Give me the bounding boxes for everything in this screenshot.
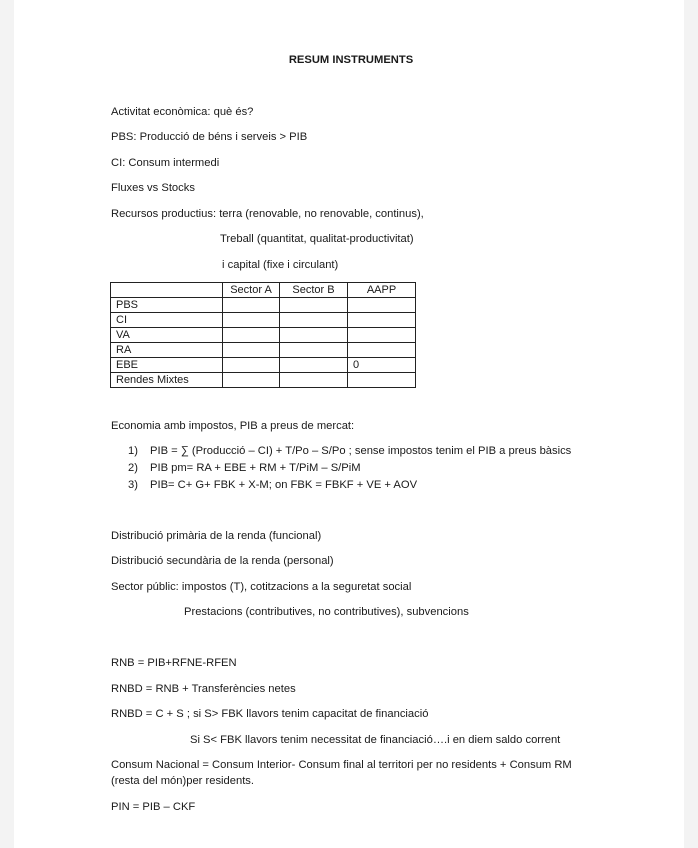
table-header-cell [111, 283, 223, 298]
line-fluxes: Fluxes vs Stocks [111, 182, 195, 194]
line-rnbd-cs: RNBD = C + S ; si S> FBK llavors tenim capacitat de financiació [111, 708, 429, 720]
table-row [111, 328, 416, 343]
table-cell: VA [111, 328, 223, 343]
table-cell [223, 343, 280, 358]
equation-text: PIB= C+ G+ FBK + X-M; on FBK = FBKF + VE + AOV [150, 479, 418, 491]
line-recursos: Recursos productius: terra (renovable, no renovable, continus), [111, 208, 424, 220]
line-rnbd: RNBD = RNB + Transferències netes [111, 683, 296, 695]
sector-table [110, 282, 416, 388]
table-row [111, 358, 416, 373]
equation-number: 2) [128, 462, 138, 474]
equation-text: PIB pm= RA + EBE + RM + T/PiM – S/PiM [150, 462, 361, 474]
table-cell [348, 298, 416, 313]
table-header-cell: AAPP [348, 283, 416, 298]
equation-item [112, 478, 571, 495]
table-row [111, 298, 416, 313]
line-economia: Economia amb impostos, PIB a preus de mercat: [111, 420, 355, 432]
table-row [111, 313, 416, 328]
table-cell [223, 313, 280, 328]
table-cell [280, 358, 348, 373]
table-cell [223, 358, 280, 373]
line-distribucio-secundaria: Distribució secundària de la renda (personal) [111, 555, 334, 567]
table-row [111, 373, 416, 388]
table-cell [280, 373, 348, 388]
table-cell: RA [111, 343, 223, 358]
equation-number: 1) [128, 445, 138, 457]
table-header-cell: Sector A [223, 283, 280, 298]
table-cell [280, 328, 348, 343]
table-cell: PBS [111, 298, 223, 313]
line-prestacions: Prestacions (contributives, no contributives), subvencions [184, 606, 469, 618]
table-cell [348, 343, 416, 358]
table-cell [223, 328, 280, 343]
line-pbs: PBS: Producció de béns i serveis > PIB [111, 131, 308, 143]
table-cell: CI [111, 313, 223, 328]
table-cell [280, 298, 348, 313]
line-sector-public: Sector públic: impostos (T), cotitzacions a la seguretat social [111, 581, 412, 593]
line-ci: CI: Consum intermedi [111, 157, 220, 169]
table-header-row [111, 283, 416, 298]
table-cell: EBE [111, 358, 223, 373]
table-row [111, 343, 416, 358]
table-cell [223, 298, 280, 313]
equation-item [112, 444, 571, 461]
table-cell: Rendes Mixtes [111, 373, 223, 388]
line-rnb: RNB = PIB+RFNE-RFEN [111, 657, 237, 669]
line-necessitat: Si S< FBK llavors tenim necessitat de financiació….i en diem saldo corrent [190, 734, 561, 746]
line-treball: Treball (quantitat, qualitat-productivitat) [220, 233, 414, 245]
equation-number: 3) [128, 479, 138, 491]
table-cell [280, 313, 348, 328]
document-title: RESUM INSTRUMENTS [288, 54, 414, 66]
line-distribucio-primaria: Distribució primària de la renda (funcional) [111, 530, 322, 542]
equation-item [112, 461, 571, 478]
table-cell [223, 373, 280, 388]
table-cell [348, 328, 416, 343]
table-header-cell: Sector B [280, 283, 348, 298]
table-cell [348, 313, 416, 328]
table-cell [348, 373, 416, 388]
table-cell: 0 [348, 358, 416, 373]
line-pin: PIN = PIB – CKF [111, 801, 196, 813]
line-capital: i capital (fixe i circulant) [222, 259, 339, 271]
equation-text: PIB = ∑ (Producció – CI) + T/Po – S/Po ; sense impostos tenim el PIB a preus bàsics [150, 445, 572, 457]
equation-list [112, 444, 571, 495]
line-consum-nacional: Consum Nacional = Consum Interior- Consum final al territori per no residents + Consum RM [111, 759, 572, 771]
line-resta-mon: (resta del món)per residents. [111, 775, 255, 787]
line-activitat: Activitat econòmica: què és? [111, 106, 254, 118]
table-cell [280, 343, 348, 358]
